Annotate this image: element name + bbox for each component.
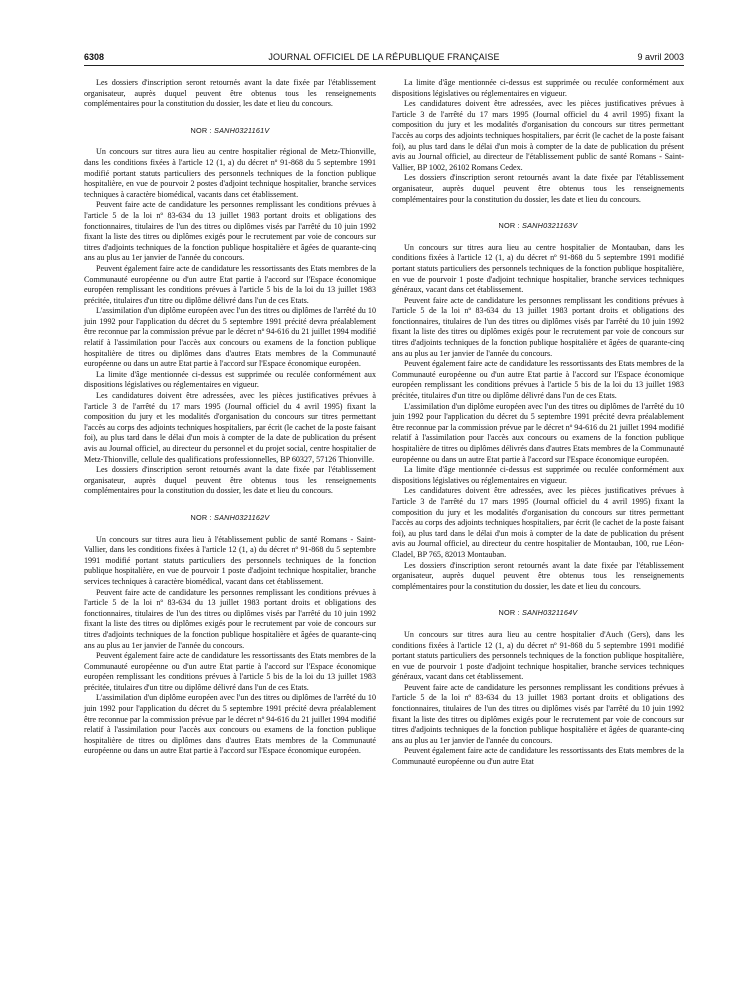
- paragraph: Peuvent faire acte de candidature les personnes remplissant les conditions prévues à l'article 5 de la loi nº 83-634 du 13 juillet 1983 portant droits et obligations des fonctionnaires, titulaires de l'un des titres ou diplômes visés par l'arrêté du 10 juin 1992 fixant la liste des titres ou diplômes exigés pour le recrutement par voie de concours sur titres d'adjoints techniques de la fonction publique hospitalière et âgées de quarante-cinq ans au plus au 1er janvier de l'année du concours.: [84, 587, 376, 650]
- paragraph: Les dossiers d'inscription seront retournés avant la date fixée par l'établissement organisateur, auprès duquel peuvent être obtenus tous les renseignements complémentaires pour la constitution du dossier, les date et lieu du concours.: [392, 173, 684, 204]
- nor-prefix: NOR :: [190, 125, 215, 135]
- journal-title: JOURNAL OFFICIEL DE LA RÉPUBLIQUE FRANÇAISE: [268, 52, 500, 62]
- paragraph: Un concours sur titres aura lieu à l'établissement public de santé Romans - Saint-Vallier, dans les conditions fixées à l'article 12 (1, a) du décret nº 91-868 du 5 septembre 1991 modifié portant statuts particuliers des personnels techniques de la fonction publique hospitalière, en vue de pourvoir 1 poste d'adjoint technique hospitalier, branche services techniques à caractère biomédical, vacant dans cet établissement.: [84, 534, 376, 586]
- nor-reference: [392, 608, 684, 619]
- paragraph: Peuvent faire acte de candidature les personnes remplissant les conditions prévues à l'article 5 de la loi nº 83-634 du 13 juillet 1983 portant droits et obligations des fonctionnaires, titulaires de l'un des titres ou diplômes visés par l'arrêté du 10 juin 1992 fixant la liste des titres ou diplômes exigés pour le recrutement par voie de concours sur titres d'adjoints techniques de la fonction publique hospitalière et âgées de quarante-cinq ans au plus au 1er janvier de l'année du concours.: [392, 682, 684, 745]
- issue-date: 9 avril 2003: [637, 52, 684, 62]
- nor-code: SANH0321163V: [522, 221, 578, 231]
- paragraph: Les candidatures doivent être adressées, avec les pièces justificatives prévues à l'article 3 de l'arrêté du 17 mars 1995 (Journal officiel du 4 avril 1995) fixant la composition du jury et les modalités d'organisation du concours sur titres permettant l'accès au corps des adjoints techniques hospitaliers, par écrit (le cachet de la poste faisant foi), au plus tard dans le délai d'un mois à compter de la date de publication du présent avis au Journal officiel, au directeur du centre hospitalier de Montauban, 100, rue Léon-Cladel, BP 765, 82013 Montauban.: [392, 486, 684, 559]
- paragraph: Un concours sur titres aura lieu au centre hospitalier régional de Metz-Thionville, dans les conditions fixées à l'article 12 (1, a) du décret nº 91-868 du 5 septembre 1991 modifié portant statuts particuliers des personnels techniques de la fonction publique hospitalière, en vue de pourvoir 2 postes d'adjoint technique hospitalier, branche services techniques à caractère biomédical, vacants dans cet établissement.: [84, 147, 376, 199]
- paragraph: La limite d'âge mentionnée ci-dessus est supprimée ou reculée conformément aux dispositions législatives ou réglementaires en vigueur.: [84, 369, 376, 390]
- paragraph: Les dossiers d'inscription seront retournés avant la date fixée par l'établissement organisateur, auprès duquel peuvent être obtenus tous les renseignements complémentaires pour la constitution du dossier, les date et lieu du concours.: [392, 560, 684, 591]
- paragraph: Les dossiers d'inscription seront retournés avant la date fixée par l'établissement organisateur, auprès duquel peuvent être obtenus tous les renseignements complémentaires pour la constitution du dossier, les date et lieu du concours.: [84, 465, 376, 496]
- paragraph: Peuvent faire acte de candidature les personnes remplissant les conditions prévues à l'article 5 de la loi nº 83-634 du 13 juillet 1983 portant droits et obligations des fonctionnaires, titulaires de l'un des titres ou diplômes visés par l'arrêté du 10 juin 1992 fixant la liste des titres ou diplômes exigés pour le recrutement par voie de concours sur titres d'adjoints techniques de la fonction publique hospitalière et âgées de quarante-cinq ans au plus au 1er janvier de l'année du concours.: [84, 200, 376, 263]
- nor-reference: [84, 513, 376, 524]
- paragraph: Peuvent également faire acte de candidature les ressortissants des Etats membres de la Communauté européenne ou d'un autre Etat partie à l'accord sur l'Espace économique européen remplissant les conditions prévues à l'article 5 bis de la loi du 13 juillet 1983 précitée, titulaires d'un titre ou diplôme délivré dans l'un de ces Etats.: [84, 651, 376, 692]
- paragraph: L'assimilation d'un diplôme européen avec l'un des titres ou diplômes de l'arrêté du 10 juin 1992 pour l'application du décret du 5 septembre 1991 précité devra préalablement être reconnue par la commission prévue par le décret nº 94-616 du 21 juillet 1994 modifié relatif à l'assimilation pour l'accès aux concours ou examens de la fonction publique hospitalière de titres ou diplômes dans d'autres Etats membres de la Communauté européenne ou dans un autre Etat partie à l'accord sur l'Espace économique européen.: [84, 306, 376, 369]
- paragraph: L'assimilation d'un diplôme européen avec l'un des titres ou diplômes de l'arrêté du 10 juin 1992 pour l'application du décret du 5 septembre 1991 précité devra préalablement être reconnue par la commission prévue par le décret nº 94-616 du 21 juillet 1994 modifié relatif à l'assimilation pour l'accès aux concours ou examens de la fonction publique hospitalière de titres ou diplômes délivrés dans d'autres Etats membres de la Communauté européenne ou dans un autre Etat partie à l'accord sur l'Espace économique européen.: [392, 401, 684, 464]
- paragraph: Les dossiers d'inscription seront retournés avant la date fixée par l'établissement organisateur, auprès duquel peuvent être obtenus tous les renseignements complémentaires pour la constitution du dossier, les date et lieu du concours.: [84, 78, 376, 109]
- nor-reference: [84, 126, 376, 137]
- paragraph: La limite d'âge mentionnée ci-dessus est supprimée ou reculée conformément aux dispositions législatives ou réglementaires en vigueur.: [392, 78, 684, 98]
- nor-code: SANH0321164V: [522, 608, 578, 618]
- nor-code: SANH0321161V: [214, 125, 270, 135]
- paragraph: Les candidatures doivent être adressées, avec les pièces justificatives prévues à l'article 3 de l'arrêté du 17 mars 1995 (Journal officiel du 4 avril 1995) fixant la composition du jury et les modalités d'organisation du concours sur titres permettant l'accès au corps des adjoints techniques hospitaliers, par écrit (le cachet de la poste faisant foi), au plus tard dans le délai d'un mois à compter de la date de publication du présent avis au Journal officiel, au directeur du personnel et du projet social, centre hospitalier de Metz-Thionville, cellule des qualifications professionnelles, BP 60327, 57126 Thionville.: [84, 391, 376, 464]
- left-column: [84, 78, 376, 757]
- nor-reference: [392, 221, 684, 232]
- paragraph: Un concours sur titres aura lieu au centre hospitalier d'Auch (Gers), dans les conditions fixées à l'article 12 (1, a) du décret nº 91-868 du 5 septembre 1991 modifié portant statuts particuliers des personnels techniques de la fonction publique hospitalière, en vue de pourvoir 1 poste d'adjoint technique hospitalier, branche services techniques généraux, vacant dans cet établissement.: [392, 629, 684, 682]
- paragraph: La limite d'âge mentionnée ci-dessus est supprimée ou reculée conformément aux dispositions législatives ou réglementaires en vigueur.: [392, 465, 684, 485]
- paragraph: L'assimilation d'un diplôme européen avec l'un des titres ou diplômes de l'arrêté du 10 juin 1992 pour l'application du décret du 5 septembre 1991 précité devra préalablement être reconnue par la commission prévue par le décret nº 94-616 du 21 juillet 1994 modifié relatif à l'assimilation pour l'accès aux concours ou examens de la fonction publique hospitalière de titres ou diplômes dans d'autres Etats membres de la Communauté européenne ou dans un autre Etat partie à l'accord sur l'Espace économique européen.: [84, 693, 376, 756]
- right-column: [392, 78, 684, 768]
- paragraph: Peuvent également faire acte de candidature les ressortissants des Etats membres de la Communauté européenne ou d'un autre Etat partie à l'accord sur l'Espace économique européen remplissant les conditions prévues à l'article 5 bis de la loi du 13 juillet 1983 précitée, titulaires d'un titre ou diplôme délivré dans l'un de ces Etats.: [84, 263, 376, 305]
- page-number: 6308: [84, 52, 105, 62]
- nor-prefix: NOR :: [190, 512, 215, 522]
- nor-prefix: NOR :: [498, 608, 523, 618]
- paragraph: Un concours sur titres aura lieu au centre hospitalier de Montauban, dans les conditions fixées à l'article 12 (1, a) du décret nº 91-868 du 5 septembre 1991 modifié portant statuts particuliers des personnels techniques de la fonction publique hospitalière, en vue de pourvoir 1 poste d'adjoint technique hospitalier, branche services techniques généraux, vacant dans cet établissement.: [392, 242, 684, 295]
- nor-code: SANH0321162V: [214, 512, 270, 522]
- paragraph: Peuvent également faire acte de candidature les ressortissants des Etats membres de la Communauté européenne ou d'un autre Etat: [392, 746, 684, 767]
- nor-prefix: NOR :: [498, 221, 523, 231]
- page-header: [84, 50, 684, 66]
- paragraph: Les candidatures doivent être adressées, avec les pièces justificatives prévues à l'article 3 de l'arrêté du 17 mars 1995 (Journal officiel du 4 avril 1995) fixant la composition du jury et les modalités d'organisation du concours sur titres permettant l'accès au corps des adjoints techniques hospitaliers, par écrit (le cachet de la poste faisant foi), au plus tard dans le délai d'un mois à compter de la date de publication du présent avis au Journal officiel, au directeur de l'établissement public de santé Romans - Saint-Vallier, BP 1002, 26102 Romans Cedex.: [392, 99, 684, 172]
- paragraph: Peuvent également faire acte de candidature les ressortissants des Etats membres de la Communauté européenne ou d'un autre Etat partie à l'accord sur l'Espace économique européen remplissant les conditions prévues à l'article 5 bis de la loi du 13 juillet 1983 précitée, titulaires d'un titre ou diplôme délivré dans l'un de ces Etats.: [392, 359, 684, 401]
- paragraph: Peuvent faire acte de candidature les personnes remplissant les conditions prévues à l'article 5 de la loi nº 83-634 du 13 juillet 1983 portant droits et obligations des fonctionnaires, titulaires de l'un des titres ou diplômes visés par l'arrêté du 10 juin 1992 fixant la liste des titres ou diplômes exigés pour le recrutement par voie de concours sur titres d'adjoints techniques de la fonction publique hospitalière et âgées de quarante-cinq ans au plus au 1er janvier de l'année du concours.: [392, 295, 684, 358]
